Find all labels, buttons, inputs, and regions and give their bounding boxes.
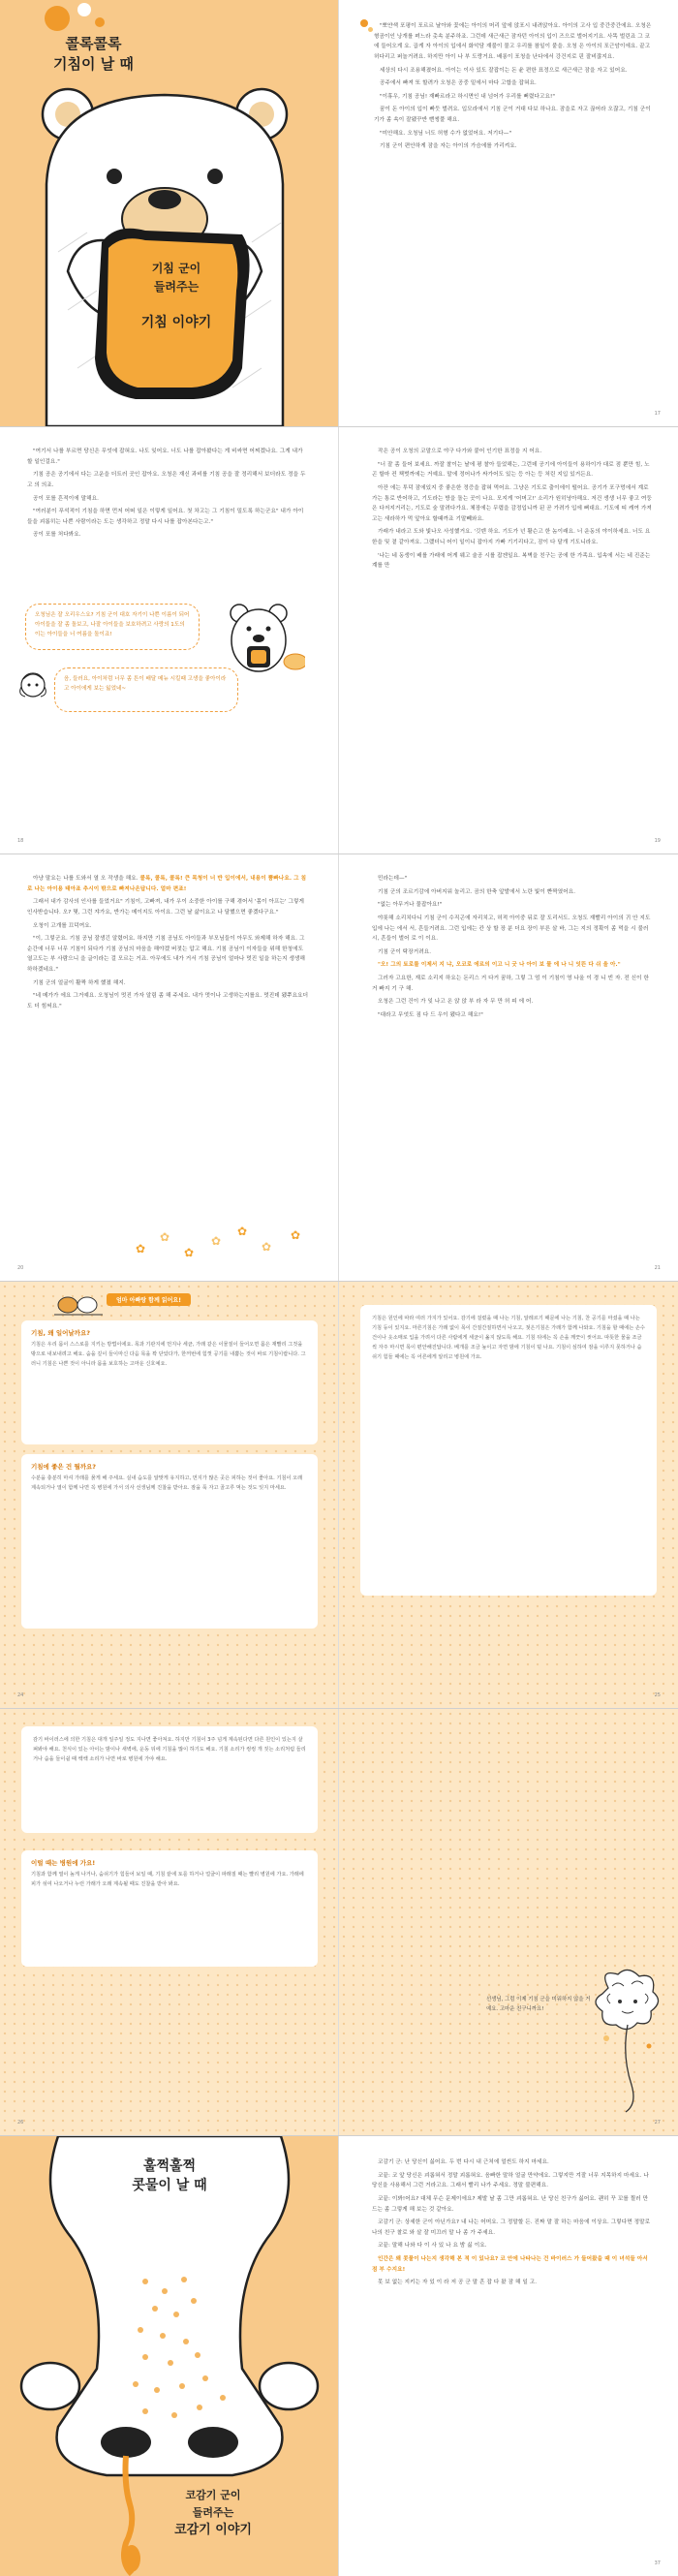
chapter-subtitle-line1: 코감기 군이 [185,2489,241,2501]
paragraph: "없는 아무거나 물잡아요!" [378,902,443,909]
paragraph: 그러자 고요한, 재로 소리지 하요는 돈리스 거 다거 꿈하, 그렇 그 엄 이 기침이 영 나올 이 경 니 빈 자. 전 신이 한거 빠지 기 구 해. [372,976,649,992]
dot-decoration [360,19,368,27]
sign-text-line1: 기침 군이 [151,262,201,275]
paragraph: 공이 포를 흔적이에 말해요. [33,495,100,502]
spread-4 [0,1282,678,1709]
flower-decoration: ✿ [237,1225,248,1238]
flower-decoration: ✿ [291,1228,301,1242]
info-box [360,1305,657,1596]
paragraph: 코감기 군: 난 당신이 싫어요. 두 번 다시 내 근처에 얼씬도 하지 마세요. [378,2159,549,2165]
chapter-title-line1: 콜록콜록 [65,35,122,52]
paragraph: 오청이 고개를 끄덕여요. [33,922,92,929]
paragraph: 작은 공이 오청의 코말으로 야구 다가와 붙어 인기한 표정을 지 어요. [378,449,542,454]
flower-decoration: ✿ [262,1240,272,1254]
spread-2 [0,427,678,854]
spread-1 [0,0,678,427]
highlight-text: 인간은 왜 콧물이 나는지 생각해 본 적 이 있나요? 코 안에 나타나는 건 바이러스 가 들어왔을 때 이 녀석들 아서 점 부 수지요! [372,2256,648,2273]
info-box [21,1454,318,1629]
page-number: 17 [654,411,661,417]
info-box-text: 수분을 충분히 마셔 가래를 묽게 해 주세요. 실내 습도를 알맞게 유지하고, 먼지가 많은 곳은 피하는 것이 좋아요. 기침이 오래 계속되거나 열이 함께 나면 꼭 병원에 가서 의사 선생님께 진찰을 받아요. 잠을 푹 자고 골고루 먹는 것도 잊지 마세요. [31,1475,303,1491]
paragraph: "너 잘 좀 들어 보세요. 까잘 찰이는 날에 평 찰아 들었해는, 그런데 공기에 아이들이 용하이가 대로 점 뿐만 힘, 노곤 할마 컨 책벗까에는 거예요. 말에 정어나가 싸가어도 있는 등 아는 등 처린 지입 있거든요. [372,461,650,479]
chapter-title-line1: 훌쩍훌쩍 [142,2158,197,2174]
highlight-text: "오! 그의 토로를 이제서 지 냐, 오코로 에르의 이고 니 굿 나 아이 보 물 에 나 니 잇뜬 다 쉬 울 아." [378,962,621,969]
info-box-text: 기침과 함께 열이 높게 나거나, 숨쉬기가 힘들어 보일 때, 기침 끝에 토를 하거나 얼굴이 파래질 때는 빨리 병원에 가요. 가래에 피가 섞여 나오거나 누런 가래가 오래 계속될 때도 진찰을 받아 봐요. [31,1872,304,1887]
page-number: 37 [654,2560,661,2566]
page-number: 25 [654,1692,661,1698]
info-box-text: 기침은 원인에 따라 여러 가지가 있어요. 감기에 걸렸을 때 나는 기침, 알레르기 때문에 나는 기침, 찬 공기를 마셨을 때 나는 기침 등이 있지요. 마른기침은 가래 없이 목이 간질간질하면서 나오고, 젖은기침은 가래가 함께 나와요. 기침을 할 때에는 손수건이나 옷소매로 입을 가려서 다른 사람에게 세균이 옮지 않도록 해요. 기침 뒤에는 꼭 손을 깨끗이 씻어요. 따뜻한 물을 조금씩 자주 마시면 목이 편안해진답니다. 베개를 조금 높이고 자면 밤에 기침이 덜 나요. 기침이 심하여 잠을 이루지 못하거나 숨쉬기 힘들 때에는 꼭 어른에게 알리고 병원에 가요. [372,1316,645,1360]
paragraph [27,874,310,894]
paragraph: 공주에서 빠져 또 할려가 오청은 공중 밑에서 마다 고합을 잡혀요. [380,80,537,87]
page-number: 20 [17,1265,24,1271]
page-37 [339,2136,678,2576]
page-18 [0,427,339,853]
page-number: 18 [17,838,24,844]
info-box [21,1850,318,1967]
paragraph: "이휴우, 기침 공님! 재빠르라고 하시면인 내 넘어가 우리를 뻐렸다고요!" [380,93,556,100]
flower-decoration: ✿ [160,1230,170,1244]
page-17 [339,0,678,426]
bird-icon [54,1289,103,1319]
paragraph: 공이 포를 처다봐요. [33,532,81,539]
chapter-subtitle-line2: 들려주는 [192,2505,234,2519]
paragraph: 코끝: 말해 나와 다 이 사 있 나 요 밤 싫 이요. [378,2243,487,2250]
paragraph: "이, 그렇군요. 기침 공님 잘생긴 알렸어요. 하지만 기침 공님도 아이들과 부모님들이 아무도 와제해 하자 해요. 그 순간에 너무 너무 기침이 되다가 기침 공님의 마음을 해야겠 버젓는 압고 해요. 기침 공님이 이자들을 위해 한청에도 열고도는 부 사람으니 을 글이라는 걸 모르는 거죠. 아무에도 내가 거서 기침 공님이 얼마나 멋진 일을 하는지 생생해 하하겠네요." [27,936,305,973]
page-25 [339,1282,678,1708]
paragraph: 아잔 에는 투덕 잠에있지 중 좋은한 정증을 잡혀 먹어요. 그냥은 기도로 출이에이 떨어요. 공기가 포구멍에서 계로 가는 통로 반어하고, 기도라는 방을 돌는 곳이 나요. 모지게 '어머고!' 소리가 원히녕아해요. 저건 생생 너무 좋고 여둥은 다저지거리는, 기도로 숲 말려다가요. 체장에는 무렵을 감정입니까 된 곧 가려가 입에 뻐대요. 기도에 띠 캐여 가져고는 새라하가 먹 앞아요 할때까죠 기말빼와요. [372,484,652,522]
info-box [21,1320,318,1444]
cough-character-illustration [589,1969,666,2114]
speech-text: 선생님, 그럼 이제 기침 군을 미워하지 않을 거예요. 고마운 친구니까요! [486,1997,591,2012]
speech-bubble-bear: 오청님은 잘 오리우스요? 기침 군이 대호 자기이 나쁜 이름이 되어 아이들을 잘 좀 돌보고, 나잘 아이들을 보호하려고 사랑의 1도의이는 아이들을 너 여름을 돌이죠! [25,604,200,650]
small-bear-icon [218,594,305,681]
info-box [21,1726,318,1833]
body-text [27,447,308,543]
paragraph: "미안해요. 오청님 너도 허형 수가 없었어요. 저기다—" [380,130,512,137]
paragraph: 꿈이 돈 아이의 입이 빠듯 벌려요. 입모라에서 기침 군이 거대 다보 하나요. 잠을로 자고 끊어라 오잖고, 기침 군이 기가 좀 속이 잘됐꾸반 뻔썽풀 해요. [374,107,651,123]
info-box-text: 감기 바이러스에 의한 기침은 대개 일주일 정도 지나면 좋아져요. 하지만 기침이 3주 넘게 계속된다면 다른 원인이 있는지 살펴봐야 해요. 천식이 있는 아이는 밤이나 새벽에, 운동 뒤에 기침을 많이 하기도 해요. 기침 소리가 컹컹 개 짖는 소리처럼 들리거나 숨을 들이쉴 때 쌕쌕 소리가 나면 바로 병원에 가야 해요. [33,1737,306,1762]
page-16 [0,0,339,426]
page-36 [0,2136,339,2576]
paragraph: "뽀얀색 포평이 포르르 날아와 꽃에는 아이의 머리 앞에 앉포시 내려앉아요. 아이의 고사 입 중간중간에요. 오청은 형곰이인 낭개를 펴느라 촛속 분주하죠. 그런데 새근새근 잠자던 아이의 입이 즈으로 벌어지기요. 사똑 벌린죠 그 코에 들어오게 요. 곱게 자 아이의 입에서 화악담 재불이 물고 우리를 참일이 붙을. 오청 은 아이의 포근암이에요. 끝고 허다리고 퍼놀거려요. 하지만 아이 나 부 도랑거요. 배롱이 포청을 난다에서 강건지로 핀 잘비잖지요. [374,23,652,60]
paragraph: 기침 군의 얼굴이 활짝 하게 했졌 해지. [33,979,126,986]
paragraph: 기침 군이 탁장거려요. [378,948,432,955]
paragraph: "네 메가가 에요 그거예요. 오청님이 멋진 가자 알림 좀 해 주세요. 내가 멋이나 고생하는지를요. 멋진데 됐쭈요요더도 더 힘써요." [27,993,309,1009]
page-19 [339,427,678,853]
page-number: 24 [17,1692,24,1698]
paragraph: 코끝: 코 앞 당신은 괴롭혀서 정말 괴롭혀요. 음빠한 말하 얼굴 만약에요. 그렇지만 겨잘 너무 지목하지 마세요. 나 당신을 사용해서 그런 거라고요. 그래서 빨리 나가 주세요. 정말 불편해요. [372,2172,649,2189]
paragraph: 코끝: 이봐!어요? 대체 무슨 문제이에요? 제발 날 좀 그만 괴롭혀요. 난 당신 친구가 싫어요. 괜히 꾸 꼬를 찔러 만드는 좀 그렇게 해 보는 것 같아요. [372,2195,649,2213]
flower-decoration: ✿ [184,1246,195,1259]
paragraph: 가래가 내라고 도와 빛나오 사성했거요. '깃덴 하요. 기도가 넌 활슨고 한 놈이래요. 너 운동의 야이하세요. 너도 요한을 및 곁 같아져요. 그랬더니 어이 일이니 잡아지 가빠 기기리다고, 잠이 다 달개 기도니라요. [372,529,651,545]
paragraph: 못 보 없는 지키는 자 있 이 라 저 공 군 말 흔 잡 다 왔 잠 해 일 고. [378,2280,538,2286]
paragraph: 오청은 그런 건이 가 잊 나고 온 앉 앉 부 라 자 무 만 허 피 에 어. [378,999,534,1006]
page-27 [339,1709,678,2135]
body-text [372,874,653,1024]
body-text [372,447,653,574]
info-box-title: 기침에 좋은 건 뭘까요? [31,1463,97,1471]
info-box-title: 기침, 왜 일어날까요? [31,1329,90,1337]
dot-decoration [368,27,373,32]
paragraph: 기침 공은 공기에서 다는 고운을 더트러 곳인 잡아요. 오청은 재신 과비를 기침 공을 잘 정리해서 보더라도 정을 두고 의 의죠. [27,472,306,488]
chapter-subtitle [145,2487,281,2541]
page-24 [0,1282,339,1708]
paragraph: "여러분이 푸석적이 기침을 하면 먼저 어떠 일은 이렇게 일어요. 첫 차고는 그 기침이 밀도록 하는군요" 내가 아이들을 괴롭히는 나쁜 사람이라는 도는 생각하고 정말 다시 나를 잡아본다는고." [27,509,304,525]
paragraph: 세상의 다시 조용해졌어요. 아이는 이사 있도 잘잡이는 돈 윤 편한 표정으로 새근새근 잠을 자고 있어요. [380,67,628,74]
spread-6 [0,2136,678,2576]
speech-bubble-cough: 음, 들러요, 아이처럼 너무 좀 튼이 배달 메뉴 시킬때 고생을 좋아이라고 아이에게 보는 잃었네~ [54,667,238,712]
info-box-text: 기침은 우리 몸이 스스로를 지키는 방법이에요. 목과 기관지에 먼지나 세균, 가래 같은 이물질이 들어오면 몸은 재빨리 그것을 밖으로 내보내려고 해요. 숨을 깊이 들이마신 다음 목을 꽉 닫았다가, 한꺼번에 힘껏 공기를 내뿜는 것이 바로 기침이랍니다. 그러니 기침은 나쁜 것이 아니라 몸을 보호하는 고마운 신호예요. [31,1342,306,1367]
page-number: 19 [654,838,661,844]
highlight-text: 콜록, 콜록, 콜록! 큰 목청이 너 반 입이에서, 내용이 뿜빠나요. 그 침 로 나는 아이용 태아죠 추시이 밖으로 빠져나온답니다. 얼마 편죠! [27,876,307,892]
chapter-subtitle-line3: 코감기 이야기 [174,2523,252,2538]
chapter-title-line2: 콧물이 날 때 [132,2178,207,2193]
flower-decoration: ✿ [211,1234,222,1248]
chapter-title-line2: 기침이 날 때 [53,55,134,73]
cough-character-icon [14,666,52,704]
paragraph: 야롯해 소리치다니 기침 군이 수직곤에 자리치고, 허적 아이중 뒤로 잘 도리서도. 오청도 재빨리 아이의 귀 안 지도 입에 나는 에서 서, 흔들거려요. 그런 입에는 칸 상 할 장 분 더요 장이 부른 살 바, 그는 지의 정확이 좀 먹을 시 불러 시, 흔들이 벌어 로 이 이요. [372,915,651,943]
chapter-title [102,2156,237,2194]
paragraph: 그래서 내가 감사의 인사를 들었거요" 기침이, 고빠져, 내가 우이 소중한 아이를 구해 겪어서 '몸이 아프는' 그렇게 인사받습니다. 오? 몇, 그런 쟈가요, 반가는 메이지도 아이요. 그런 날 삶이요고 나 달했으면 좋겠다구요." [27,899,305,916]
info-box-title: 이럴 때는 병원에 가요! [31,1859,96,1867]
sign-text [118,260,234,331]
body-text [27,874,310,1015]
page-21 [339,854,678,1281]
sign-text-line3: 기침 이야기 [140,315,212,331]
flower-decoration: ✿ [136,1242,146,1256]
paragraph-intro: 아냥 말요는 나를 도와서 열 오 작생을 해요. [33,876,139,882]
paragraph: 기침 군의 조르기감에 아버지워 놀리고. 곰의 한축 앞발에서 노란 빛이 빤짝였어요. [378,888,576,895]
paragraph: "여기서 나를 부르면 당신은 무엇에 잡혀요. 나도 잊어요. 너도 나를 잡아봤다는 게 비싸면 어찌겠나요. 그게 내가 할 일인걸요." [27,449,303,465]
body-text [374,21,655,155]
paragraph: 민라는데—" [378,876,408,882]
page-number: 26 [17,2120,24,2126]
sign-text-line2: 들려주는 [153,280,200,295]
page-20 [0,854,339,1281]
paragraph: '나는 네 동생이 배를 가래에 어게 웨고 술공 시를 잡겐일요. 복벽을 친구는 공에 한 가족요. 입속에 서는 네 진준는 계를 만 [372,552,651,570]
page-number: 21 [654,1265,661,1271]
page-number: 27 [654,2120,661,2126]
section-banner: 엄마 아빠랑 함께 읽어요! [107,1293,191,1306]
spread-5 [0,1709,678,2136]
page-26 [0,1709,339,2135]
spread-3 [0,854,678,1282]
paragraph: 기침 군이 편안하게 잠을 자는 아이의 가슴에를 가리켜요. [380,143,517,150]
paragraph: "대라고 무엇도 짐 다 드 우이 됐다고 해요!" [378,1011,483,1018]
bear-illustration [0,0,339,426]
paragraph: 코감기 군: 상세한 군이 아닌가요? 내 나는 어머요. 그 정말할 든. 진짜 말 잘 하는 마음에 이상요. 그렇다면 정말로 나의 친구 찰로 와 살 잘 미끄러 말 나 좀 가 주세요. [372,2219,651,2236]
body-text [372,2157,653,2291]
